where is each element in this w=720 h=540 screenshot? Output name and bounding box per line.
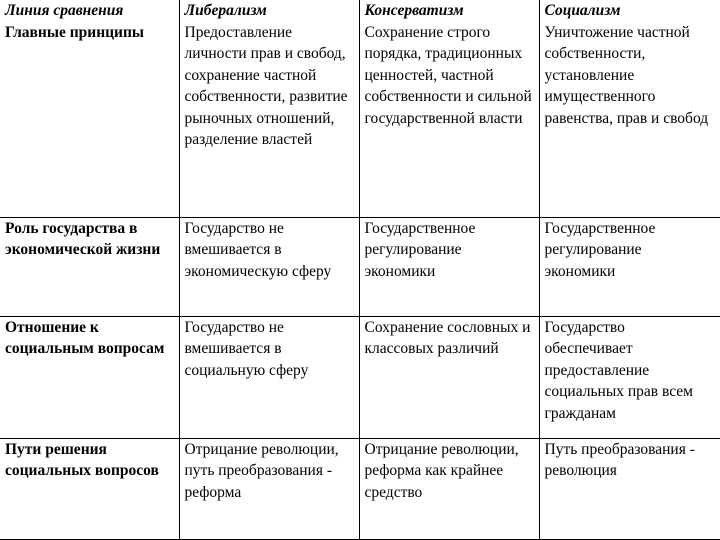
table-cell: Предоставление личности прав и свобод, сохранение частной собственности, развитие рыночных отношений, разделение властей [179,22,359,218]
header-cell-comparison-line: Линия сравнения [0,0,179,22]
table-cell: Сохранение сословных и классовых различий [359,316,539,438]
table-row [0,22,720,218]
table-cell: Государство не вмешивается в социальную сферу [179,316,359,438]
table-cell: Государство не вмешивается в экономическую сферу [179,217,359,316]
table-cell: Государство обеспечивает предоставление социальных прав всем гражданам [539,316,720,438]
table-cell: Отрицание революции, путь преобразования - реформа [179,438,359,539]
row-label: Роль государства в экономической жизни [0,217,179,316]
row-label: Главные принципы [0,22,179,218]
header-cell-liberalism: Либерализм [179,0,359,22]
table-cell: Путь преобразования - революция [539,438,720,539]
table-cell: Государственное регулирование экономики [359,217,539,316]
header-cell-socialism: Социализм [539,0,720,22]
table-cell: Уничтожение частной собственности, установление имущественного равенства, прав и свобод [539,22,720,218]
row-label: Пути решения социальных вопросов [0,438,179,539]
header-cell-conservatism: Консерватизм [359,0,539,22]
table-row [0,438,720,539]
table-row [0,316,720,438]
header-row [0,0,720,22]
table-cell: Отрицание революции, реформа как крайнее средство [359,438,539,539]
table-row [0,217,720,316]
table-cell: Сохранение строго порядка, традиционных ценностей, частной собственности и сильной государственной власти [359,22,539,218]
row-label: Отношение к социальным вопросам [0,316,179,438]
table-cell: Государственное регулирование экономики [539,217,720,316]
